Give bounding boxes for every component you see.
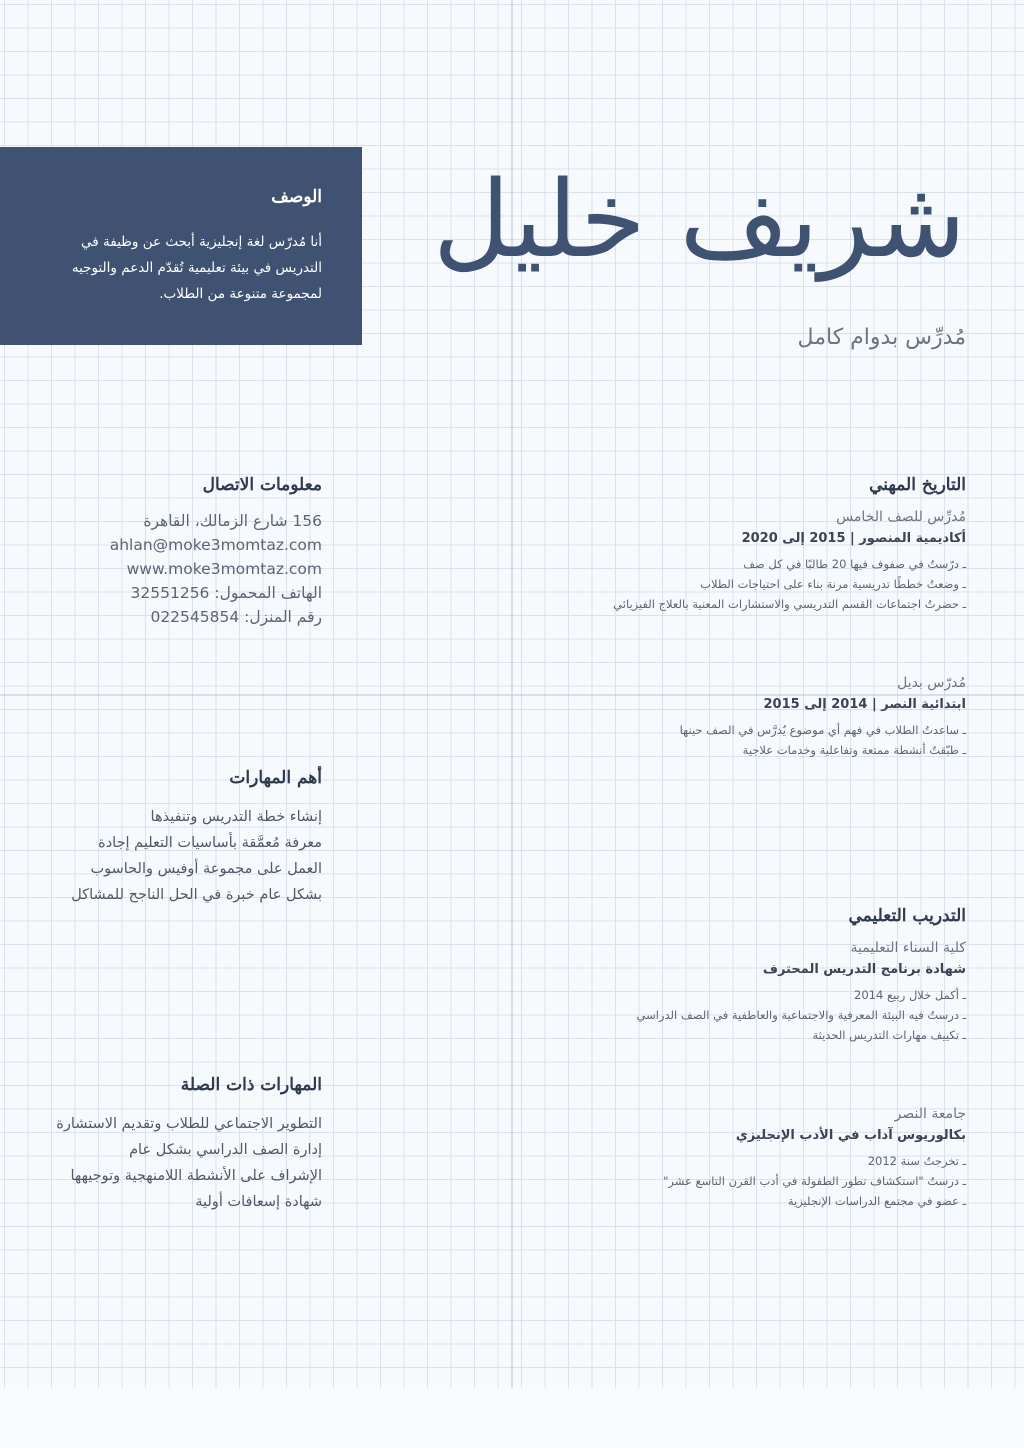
- skill-item: معرفة مُعمَّقة بأساسيات التعليم إجادة: [98, 835, 322, 851]
- experience-section: [536, 475, 966, 614]
- contact-address: 156 شارع الزمالك، القاهرة: [143, 512, 322, 530]
- education-bullet: ـ درستُ "استكشاف تطور الطفولة في أدب القرن التاسع عشر": [536, 1171, 966, 1191]
- job-meta: أكاديمية المنصور | 2015 إلى 2020: [741, 531, 966, 546]
- contact-section: [22, 475, 322, 629]
- education-bullet: ـ درستُ فيه البيئة المعرفية والاجتماعية والعاطفية في الصف الدراسي: [536, 1005, 966, 1025]
- related-skill-item: الإشراف على الأنشطة اللامنهجية وتوجيهها: [70, 1168, 322, 1184]
- person-name: شريف خليل: [432, 158, 966, 281]
- job-meta: ابتدائية النصر | 2014 إلى 2015: [763, 697, 966, 712]
- job-bullet: ـ طبّقتُ أنشطة ممتعة وتفاعلية وخدمات علاجية: [536, 740, 966, 760]
- job-role: مُدرّس بديل: [897, 675, 966, 691]
- skills-section: [22, 768, 322, 908]
- education-entry-2: [536, 1106, 966, 1211]
- job-bullets: [536, 554, 966, 614]
- description-title: الوصف: [271, 187, 322, 207]
- related-skills-title: المهارات ذات الصلة: [180, 1075, 322, 1095]
- school-name: كلية السناء التعليمية: [850, 940, 966, 956]
- description-text: أنا مُدرّس لغة إنجليزية أبحث عن وظيفة في التدريس في بيئة تعليمية تُقدّم الدعم والتوجيه لمجموعة متنوعة من الطلاب.: [71, 234, 322, 302]
- skill-item: بشكل عام خبرة في الحل الناجح للمشاكل: [71, 887, 322, 903]
- education-bullets: [536, 985, 966, 1045]
- job-title: مُدرِّس بدوام كامل: [797, 325, 966, 350]
- contact-email[interactable]: ahlan@moke3momtaz.com: [109, 536, 322, 554]
- skill-item: العمل على مجموعة أوفيس والحاسوب: [90, 861, 322, 877]
- degree-name: شهادة برنامج التدريس المحترف: [762, 962, 966, 977]
- school-name: جامعة النصر: [894, 1106, 966, 1122]
- contact-home-phone: رقم المنزل: 022545854: [150, 608, 322, 626]
- education-bullet: ـ أكمل خلال ربيع 2014: [536, 985, 966, 1005]
- contact-website[interactable]: www.moke3momtaz.com: [126, 560, 322, 578]
- job-bullet: ـ درّستُ في صفوف فيها 20 طالبًا في كل صف: [536, 554, 966, 574]
- description-box: [0, 147, 362, 345]
- job-entry: [536, 509, 966, 614]
- job-bullet: ـ حضرتُ اجتماعات القسم التدريسي والاستشارات المعنية بالعلاج الفيزيائي: [536, 594, 966, 614]
- education-bullets: [536, 1151, 966, 1211]
- degree-name: بكالوريوس آداب في الأدب الإنجليزي: [735, 1128, 966, 1143]
- experience-title: التاريخ المهني: [869, 475, 966, 495]
- job-entry-2: [536, 675, 966, 760]
- related-skills-section: [22, 1075, 322, 1215]
- education-bullet: ـ عضو في مجتمع الدراسات الإنجليزية: [536, 1191, 966, 1211]
- contact-mobile: الهاتف المحمول: 32551256: [130, 584, 322, 602]
- related-skill-item: التطوير الاجتماعي للطلاب وتقديم الاستشارة: [56, 1116, 322, 1132]
- page-bottom-margin: [0, 1388, 1024, 1448]
- job-bullet: ـ ساعدتُ الطلاب في فهم أي موضوع يُدرَّس في الصف حينها: [536, 720, 966, 740]
- education-title: التدريب التعليمي: [848, 906, 966, 926]
- job-bullets: [536, 720, 966, 760]
- education-section: [536, 906, 966, 1045]
- skill-item: إنشاء خطة التدريس وتنفيذها: [150, 809, 322, 825]
- contact-title: معلومات الاتصال: [202, 475, 322, 495]
- education-bullet: ـ تكييف مهارات التدريس الحديثة: [536, 1025, 966, 1045]
- education-entry: [536, 940, 966, 1045]
- skills-title: أهم المهارات: [229, 768, 322, 788]
- job-role: مُدرِّس للصف الخامس: [836, 509, 966, 525]
- education-bullet: ـ تخرجتُ سنة 2012: [536, 1151, 966, 1171]
- job-bullet: ـ وضعتُ خططًا تدريسية مرنة بناء على احتياجات الطلاب: [536, 574, 966, 594]
- related-skill-item: إدارة الصف الدراسي بشكل عام: [129, 1142, 322, 1158]
- related-skill-item: شهادة إسعافات أولية: [195, 1194, 322, 1210]
